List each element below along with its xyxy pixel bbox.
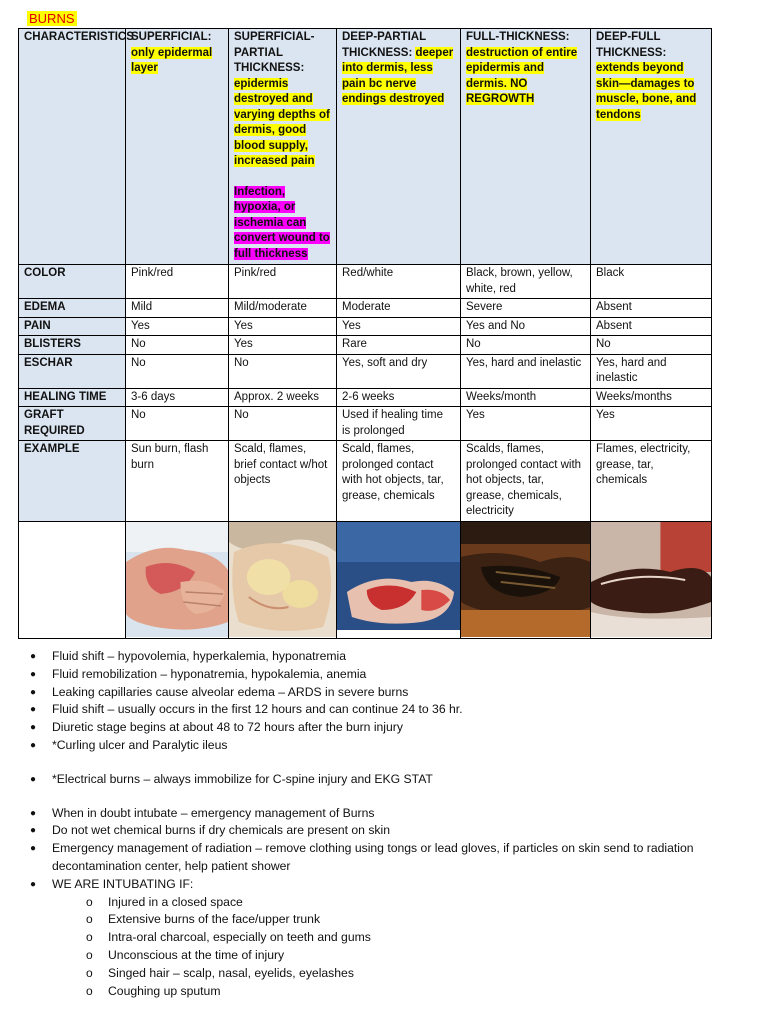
list-item: ● Leaking capillaries cause alveolar edema – ARDS in severe burns (30, 684, 409, 699)
full-thickness-burn-photo (461, 521, 591, 638)
header-deep-full: DEEP-FULL THICKNESS: extends beyond skin—damages to muscle, bone, and tendons (591, 29, 712, 265)
list-item: ● Do not wet chemical burns if dry chemicals are present on skin (30, 823, 391, 838)
table-cell: Approx. 2 weeks (229, 388, 337, 407)
row-label: EDEMA (19, 299, 126, 318)
table-row-healing-time (19, 388, 712, 407)
table-cell: No (126, 354, 229, 388)
table-cell: No (591, 336, 712, 355)
table-cell: No (126, 336, 229, 355)
table-cell: Yes, soft and dry (337, 354, 461, 388)
table-cell: Yes (229, 336, 337, 355)
table-cell: Yes (126, 317, 229, 336)
table-cell: Rare (337, 336, 461, 355)
deep-full-burn-photo (591, 521, 712, 638)
table-cell: Mild/moderate (229, 299, 337, 318)
table-cell: Yes and No (461, 317, 591, 336)
table-cell: Flames, electricity, grease, tar, chemicals (591, 441, 712, 522)
table-cell: Absent (591, 317, 712, 336)
table-row-edema (19, 299, 712, 318)
table-cell: Yes (461, 407, 591, 441)
table-cell: No (126, 407, 229, 441)
list-item: ● WE ARE INTUBATING IF: o Injured in a closed space o Extensive burns of the face/upper trunk o Intra-oral charcoal, especially on teeth and gums o Unconscious at the time of injury o Singed hair – scalp, nasal, eyelids, eyelashes o Coughing up sputum (30, 876, 730, 1001)
table-cell: Mild (126, 299, 229, 318)
page-title: BURNS (29, 11, 75, 26)
header-superficial: SUPERFICIAL: only epidermal layer (126, 29, 229, 265)
table-cell: 2-6 weeks (337, 388, 461, 407)
list-item: ● Fluid remobilization – hyponatremia, hypokalemia, anemia (30, 666, 367, 681)
list-item: ● *Curling ulcer and Paralytic ileus (30, 737, 228, 752)
list-item: ● *Electrical burns – always immobilize for C-spine injury and EKG STAT (30, 771, 433, 786)
row-label: ESCHAR (19, 354, 126, 388)
row-label: HEALING TIME (19, 388, 126, 407)
superficial-partial-burn-photo (229, 521, 337, 638)
table-cell: Used if healing time is prolonged (337, 407, 461, 441)
table-cell: Pink/red (126, 265, 229, 299)
list-item: ● Fluid shift – hypovolemia, hyperkalemia, hyponatremia (30, 649, 346, 663)
superficial-burn-photo (126, 521, 229, 638)
table-cell: Yes (591, 407, 712, 441)
sub-list-item: o Unconscious at the time of injury (86, 947, 285, 962)
table-cell: Scald, flames, brief contact w/hot objects (229, 441, 337, 522)
header-full-thickness: FULL-THICKNESS: destruction of entire epidermis and dermis. NO REGROWTH (461, 29, 591, 265)
header-deep-partial: DEEP-PARTIAL THICKNESS: deeper into dermis, less pain bc nerve endings destroyed (337, 29, 461, 265)
table-cell: Sun burn, flash burn (126, 441, 229, 522)
sub-list-item: o Intra-oral charcoal, especially on teeth and gums (86, 930, 371, 945)
header-characteristics: CHARACTERISTICS (19, 29, 126, 265)
table-cell: Black, brown, yellow, white, red (461, 265, 591, 299)
table-cell: Weeks/month (461, 388, 591, 407)
table-cell: No (229, 354, 337, 388)
row-label: EXAMPLE (19, 441, 126, 522)
table-cell: Black (591, 265, 712, 299)
list-item: ● Emergency management of radiation – remove clothing using tongs or lead gloves, if particles on skin send to radiation decontamination center, help patient shower (30, 841, 694, 873)
table-cell: No (229, 407, 337, 441)
row-label: BLISTERS (19, 336, 126, 355)
table-cell: No (461, 336, 591, 355)
deep-partial-burn-photo (337, 521, 461, 638)
table-cell: Red/white (337, 265, 461, 299)
table-cell: Yes (337, 317, 461, 336)
table-row-example (19, 441, 712, 522)
header-superficial-partial: SUPERFICIAL-PARTIAL THICKNESS: epidermis destroyed and varying depths of dermis, good blood supply, increased pain Infection, hypoxia, or ischemia can convert wound to full thickness (229, 29, 337, 265)
sub-list-item: o Extensive burns of the face/upper trunk (86, 912, 321, 927)
table-cell: Weeks/months (591, 388, 712, 407)
table-cell: Scalds, flames, prolonged contact with hot objects, tar, grease, chemicals, electricity (461, 441, 591, 522)
table-row-pain (19, 317, 712, 336)
empty-cell (19, 521, 126, 638)
burn-notes-list (30, 648, 730, 1000)
list-item: ● Diuretic stage begins at about 48 to 72 hours after the burn injury (30, 720, 403, 735)
list-item: ● When in doubt intubate – emergency management of Burns (30, 805, 375, 820)
table-row-color (19, 265, 712, 299)
table-cell: Moderate (337, 299, 461, 318)
table-cell: Yes (229, 317, 337, 336)
row-label: GRAFT REQUIRED (19, 407, 126, 441)
intubation-criteria-list (52, 894, 730, 1001)
row-label: COLOR (19, 265, 126, 299)
sub-list-item: o Injured in a closed space (86, 894, 243, 909)
table-cell: 3-6 days (126, 388, 229, 407)
table-cell: Pink/red (229, 265, 337, 299)
table-cell: Yes, hard and inelastic (461, 354, 591, 388)
table-header-row (19, 29, 712, 265)
table-row-graft (19, 407, 712, 441)
sub-list-item: o Coughing up sputum (86, 983, 221, 998)
row-label: PAIN (19, 317, 126, 336)
list-item: ● Fluid shift – usually occurs in the first 12 hours and can continue 24 to 36 hr. (30, 702, 463, 717)
burns-table (18, 28, 712, 639)
table-cell: Scald, flames, prolonged contact with hot objects, tar, grease, chemicals (337, 441, 461, 522)
table-cell: Yes, hard and inelastic (591, 354, 712, 388)
table-cell: Absent (591, 299, 712, 318)
conversion-note: Infection, hypoxia, or ischemia can convert wound to full thickness (234, 185, 330, 260)
sub-list-item: o Singed hair – scalp, nasal, eyelids, eyelashes (86, 965, 354, 980)
table-cell: Severe (461, 299, 591, 318)
table-row-eschar (19, 354, 712, 388)
table-row-blisters (19, 336, 712, 355)
table-row-images (19, 521, 712, 638)
